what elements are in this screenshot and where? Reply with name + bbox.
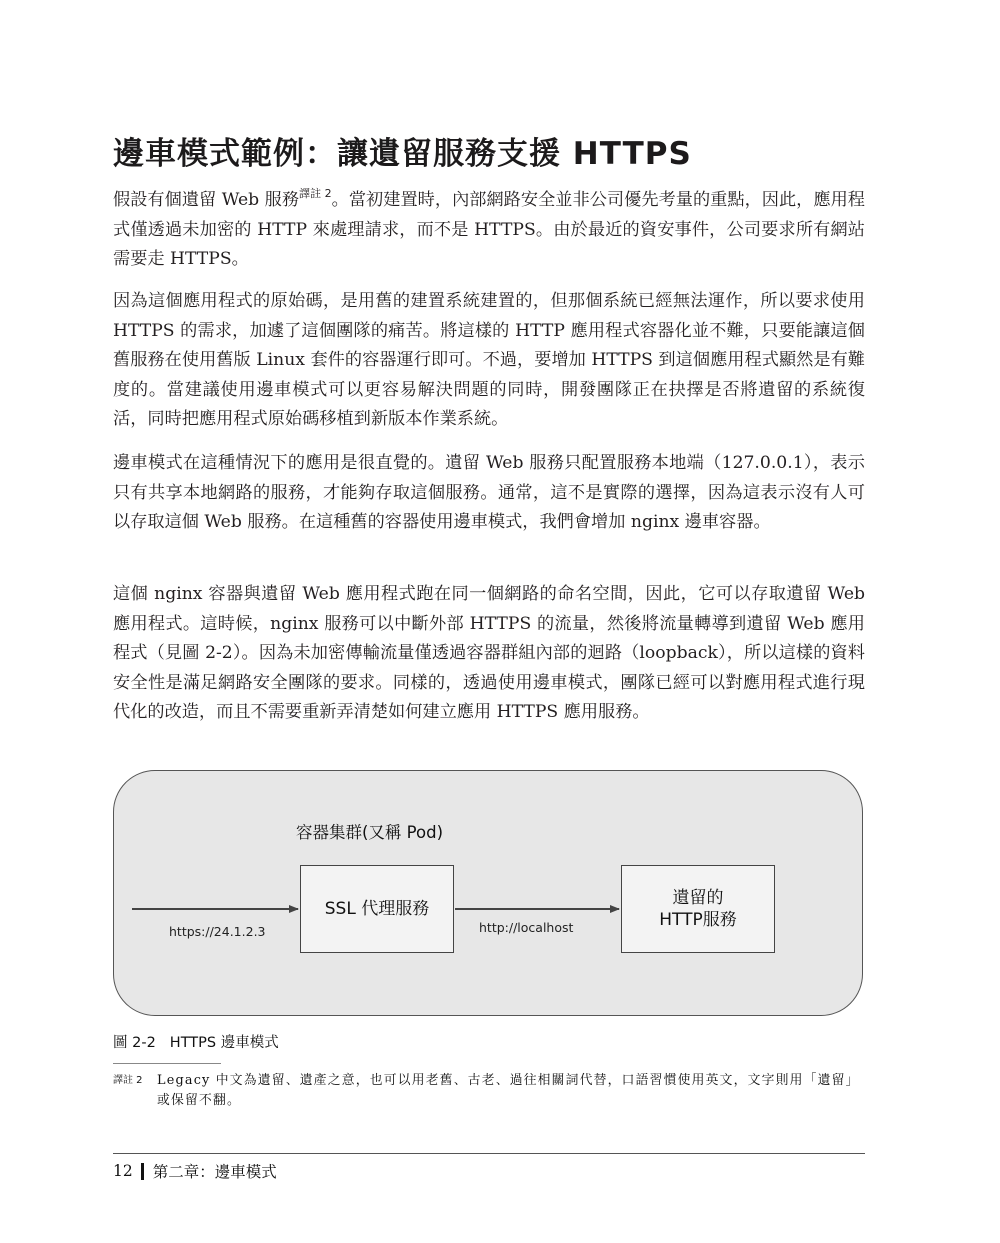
paragraph-1-text-a: 假設有個遺留 Web 服務: [113, 190, 300, 210]
localhost-url-label: http://localhost: [479, 920, 574, 935]
paragraph-3: 邊車模式在這種情況下的應用是很直覺的。遺留 Web 服務只配置服務本地端（127.0.0.1），表示只有共享本地網路的服務，才能夠存取這個服務。通常，這不是實際的選擇，因為這表示沒有人可以存取這個 Web 服務。在這種舊的容器使用邊車模式，我們會增加 nginx 邊車容器。: [113, 453, 865, 532]
footer-rule: [113, 1153, 865, 1154]
paragraph-4: 這個 nginx 容器與遺留 Web 應用程式跑在同一個網路的命名空間，因此，它可以存取遺留 Web 應用程式。這時候，nginx 服務可以中斷外部 HTTPS 的流量，然後將流量轉導到遺留 Web 應用程式（見圖 2-2）。因為未加密傳輸流量僅透過容器群組內部的迴路（loopback），所以這樣的資料安全性是滿足網路安全團隊的要求。同樣的，透過使用邊車模式，團隊已經可以對應用程式進行現代化的改造，而且不需要重新弄清楚如何建立應用 HTTPS 應用服務。: [113, 584, 865, 722]
page-footer: [113, 1160, 277, 1182]
footnote-text: Legacy 中文為遺留、遺產之意，也可以用老舊、古老、過往相關詞代替，口語習慣使用英文，文字則用「遺留」或保留不翻。: [157, 1073, 860, 1108]
figure-caption-text: HTTPS 邊車模式: [169, 1035, 279, 1051]
translator-note-ref: 譯註 2: [299, 187, 332, 200]
figure-number: 圖 2-2: [113, 1035, 156, 1051]
chapter-title: 第二章：邊車模式: [152, 1163, 277, 1181]
section-title: 邊車模式範例：讓遺留服務支援 HTTPS: [113, 136, 692, 172]
pod-diagram: [113, 770, 863, 1016]
pod-group-title: 容器集群(又稱 Pod): [296, 823, 444, 842]
external-url-label: https://24.1.2.3: [169, 924, 266, 939]
footer-separator: [141, 1163, 144, 1180]
legacy-http-service-box: 遺留的 HTTP服務: [621, 865, 775, 953]
paragraph-1: [113, 186, 865, 275]
footnote: [113, 1071, 865, 1111]
paragraph-2: 因為這個應用程式的原始碼，是用舊的建置系統建置的，但那個系統已經無法運作，所以要求使用 HTTPS 的需求，加遽了這個團隊的痛苦。將這樣的 HTTP 應用程式容器化並不難，只要能讓這個舊服務在使用舊版 Linux 套件的容器運行即可。不過，要增加 HTTPS 到這個應用程式顯然是有難度的。當建議使用邊車模式可以更容易解決問題的同時，開發團隊正在抉擇是否將遺留的系統復活，同時把應用程式原始碼移植到新版本作業系統。: [113, 291, 865, 429]
footnote-mark: 譯註 2: [113, 1075, 143, 1086]
figure-caption: [113, 1031, 279, 1052]
paragraph-1-text-b: 。當初建置時，內部網路安全並非公司優先考量的重點，因此，應用程式僅透過未加密的 HTTP 來處理請求，而不是 HTTPS。由於最近的資安事件，公司要求所有網站需要走 HTTPS。: [113, 190, 865, 269]
ssl-proxy-box: SSL 代理服務: [300, 865, 454, 953]
footnote-divider: [113, 1063, 221, 1064]
page-number: 12: [113, 1162, 133, 1180]
